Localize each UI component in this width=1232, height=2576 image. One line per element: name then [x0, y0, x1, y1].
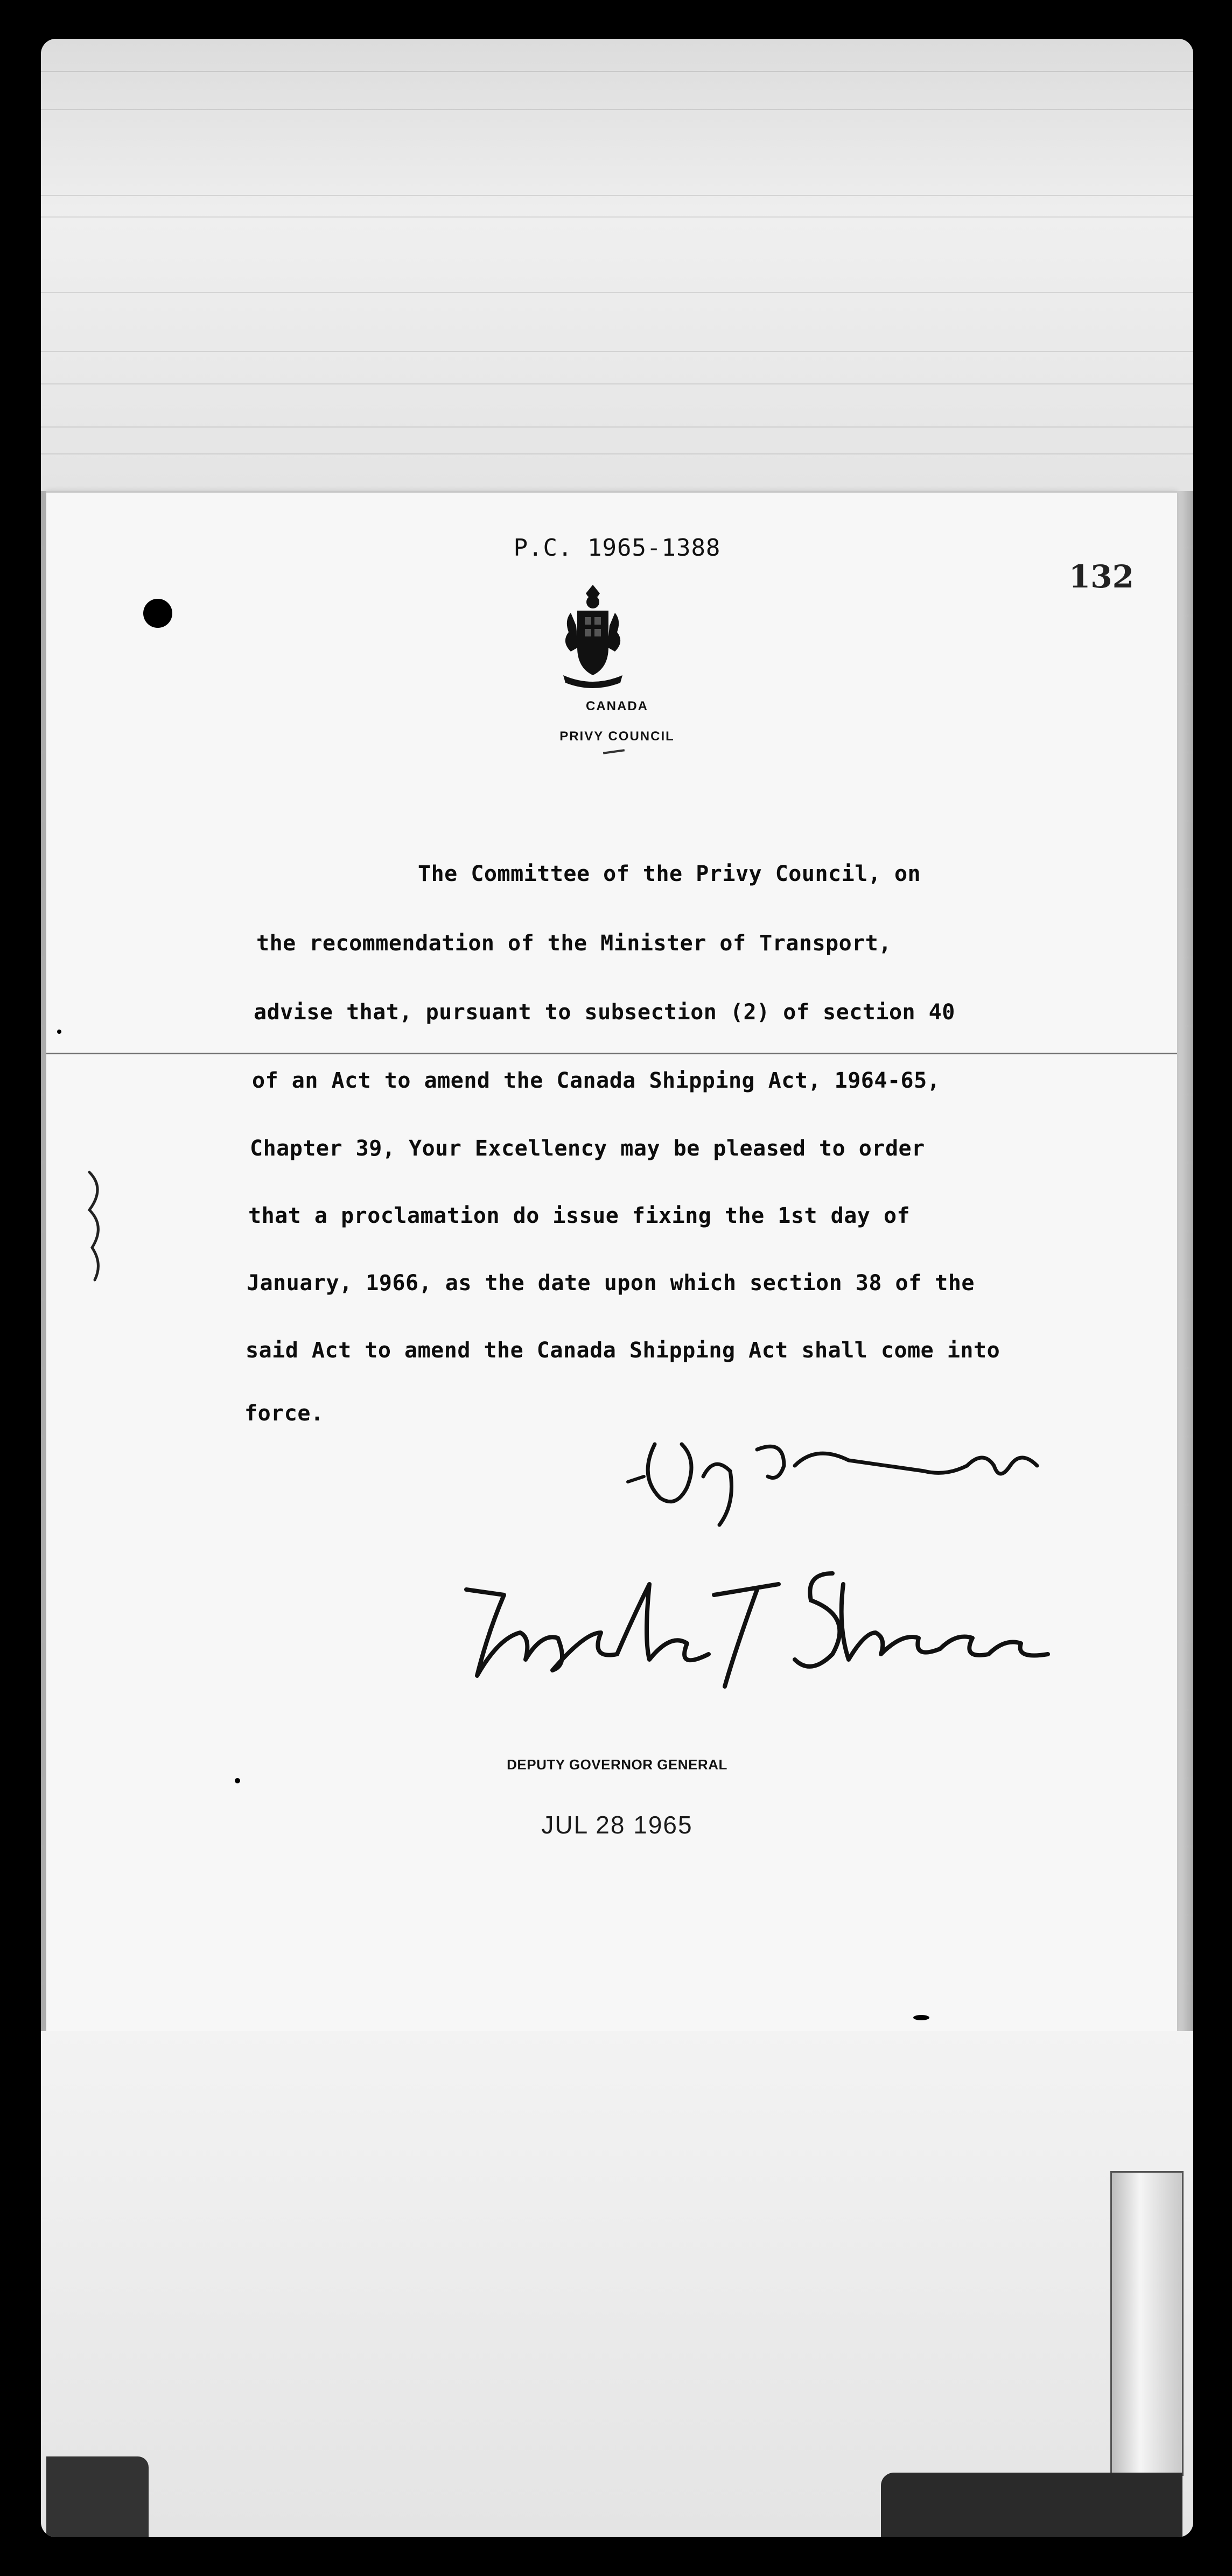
lower-sheet: [41, 2031, 1193, 2537]
document-frame: [41, 39, 1193, 2537]
order-line-8: said Act to amend the Canada Shipping Act shall come into: [246, 1338, 1000, 1363]
order-line-1: The Committee of the Privy Council, on: [418, 862, 921, 886]
ink-speck: [235, 1778, 240, 1783]
date-stamp: JUL 28 1965: [541, 1811, 693, 1839]
country-label: CANADA: [586, 699, 648, 713]
ink-speck: [57, 1030, 61, 1034]
pc-number: P.C. 1965-1388: [513, 534, 721, 562]
order-line-7: January, 1966, as the date upon which section 38 of the: [247, 1271, 975, 1296]
order-line-6: that a proclamation do issue fixing the 1st day of: [248, 1203, 911, 1228]
folio-number: 132: [1068, 558, 1134, 595]
binder-clip-left: [46, 2456, 149, 2537]
order-line-3: advise that, pursuant to subsection (2) of section 40: [254, 1000, 955, 1025]
order-page: [46, 491, 1177, 2033]
margin-annotation: [79, 1167, 116, 1285]
ink-speck: [913, 2015, 929, 2020]
order-line-2: the recommendation of the Minister of Transport,: [256, 931, 892, 956]
binder-clip-right: [1110, 2171, 1184, 2476]
deputy-governor-general-title: DEPUTY GOVERNOR GENERAL: [507, 1756, 727, 1773]
punch-hole: [143, 599, 172, 628]
upper-sheet: [41, 39, 1193, 491]
canada-coat-of-arms-icon: [552, 583, 633, 696]
binder-clip-bottom: [881, 2473, 1182, 2537]
order-line-5: Chapter 39, Your Excellency may be pleased to order: [250, 1136, 925, 1161]
order-line-4: of an Act to amend the Canada Shipping Act, 1964-65,: [252, 1068, 941, 1093]
order-line-9: force.: [244, 1401, 324, 1426]
council-label: PRIVY COUNCIL: [559, 729, 675, 744]
page-fold-line: [46, 1053, 1177, 1054]
initials-signature: [622, 1396, 1064, 1536]
deputy-governor-general-signature: [456, 1552, 1064, 1708]
